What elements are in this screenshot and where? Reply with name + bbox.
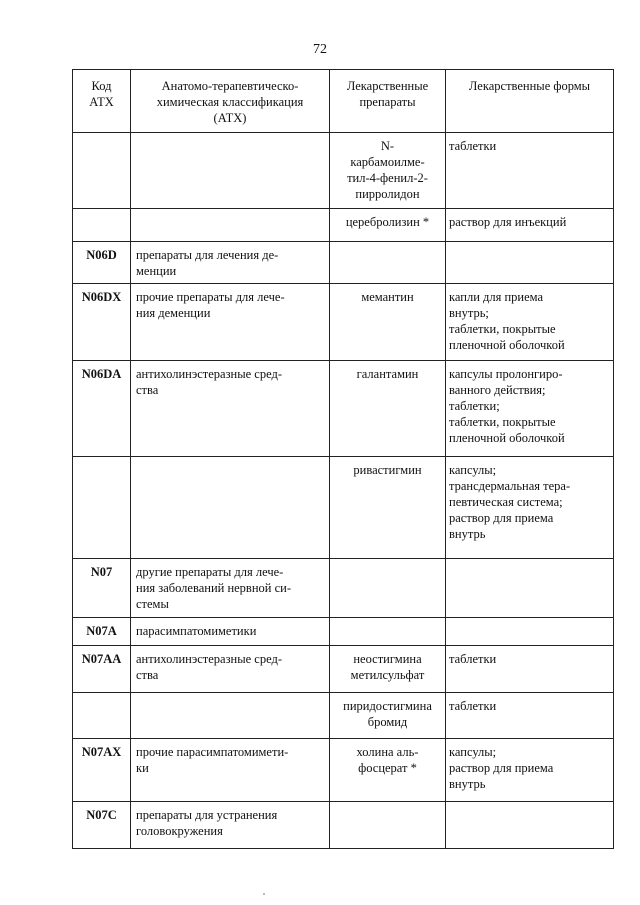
table-row (73, 559, 614, 618)
drug-name: ривастигмин (330, 457, 446, 559)
atx-code (73, 457, 131, 559)
atx-classification (131, 693, 330, 739)
table-row (73, 802, 614, 849)
drug-name: церебролизин * (330, 209, 446, 242)
table-row (73, 693, 614, 739)
atx-code (73, 209, 131, 242)
atx-classification: антихолинэстеразные сред- ства (131, 646, 330, 693)
atx-code: N07A (73, 618, 131, 646)
dosage-forms: таблетки (446, 693, 614, 739)
page-number: 72 (313, 42, 327, 57)
drug-name (330, 242, 446, 284)
table-row (73, 361, 614, 457)
table-row (73, 242, 614, 284)
atx-classification (131, 457, 330, 559)
dosage-forms (446, 802, 614, 849)
drug-name (330, 618, 446, 646)
scan-dot (263, 893, 265, 895)
atx-code: N06DX (73, 284, 131, 361)
table-row (73, 209, 614, 242)
atx-classification (131, 209, 330, 242)
drug-name: галантамин (330, 361, 446, 457)
drug-name (330, 802, 446, 849)
atx-classification: препараты для устранения головокружения (131, 802, 330, 849)
atx-classification (131, 133, 330, 209)
dosage-forms (446, 559, 614, 618)
table-row (73, 284, 614, 361)
table-row (73, 739, 614, 802)
dosage-forms (446, 618, 614, 646)
header-code: Код АТХ (73, 70, 131, 133)
drug-name: холина аль- фосцерат * (330, 739, 446, 802)
dosage-forms: раствор для инъекций (446, 209, 614, 242)
dosage-forms: капсулы пролонгиро- ванного действия; таблетки; таблетки, покрытые пленочной оболочкой (446, 361, 614, 457)
table-row (73, 133, 614, 209)
atx-classification: прочие парасимпатомимети- ки (131, 739, 330, 802)
dosage-forms: таблетки (446, 133, 614, 209)
drug-name (330, 559, 446, 618)
table-row (73, 457, 614, 559)
table-row (73, 618, 614, 646)
atx-classification: другие препараты для лече- ния заболеваний нервной си- стемы (131, 559, 330, 618)
drug-name: неостигмина метилсульфат (330, 646, 446, 693)
atx-code: N07 (73, 559, 131, 618)
atx-classification: парасимпатомиметики (131, 618, 330, 646)
header-classification: Анатомо-терапевтическо- химическая классификация (АТХ) (131, 70, 330, 133)
atx-code: N07C (73, 802, 131, 849)
table-row (73, 646, 614, 693)
atx-classification: препараты для лечения де- менции (131, 242, 330, 284)
drug-name: N- карбамоилме- тил-4-фенил-2- пирролидон (330, 133, 446, 209)
dosage-forms: капли для приема внутрь; таблетки, покрытые пленочной оболочкой (446, 284, 614, 361)
dosage-forms (446, 242, 614, 284)
dosage-forms: капсулы; трансдермальная тера- певтическая система; раствор для приема внутрь (446, 457, 614, 559)
header-drugs: Лекарственные препараты (330, 70, 446, 133)
atx-code: N07AA (73, 646, 131, 693)
atx-code: N06DA (73, 361, 131, 457)
dosage-forms: таблетки (446, 646, 614, 693)
atx-classification: антихолинэстеразные сред- ства (131, 361, 330, 457)
atx-code (73, 693, 131, 739)
atx-code: N07AX (73, 739, 131, 802)
atx-code (73, 133, 131, 209)
table-header-row (73, 70, 614, 133)
atx-table (72, 69, 614, 849)
dosage-forms: капсулы; раствор для приема внутрь (446, 739, 614, 802)
drug-name: пиридостигмина бромид (330, 693, 446, 739)
atx-code: N06D (73, 242, 131, 284)
atx-classification: прочие препараты для лече- ния деменции (131, 284, 330, 361)
drug-name: мемантин (330, 284, 446, 361)
header-forms: Лекарственные формы (446, 70, 614, 133)
